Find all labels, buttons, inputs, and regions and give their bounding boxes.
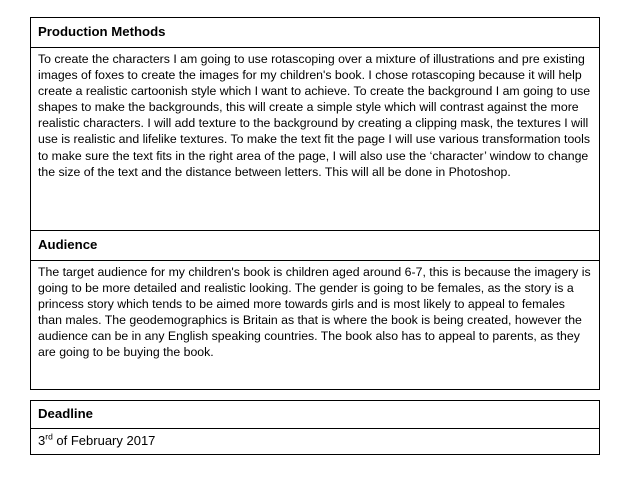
production-audience-table — [30, 17, 600, 390]
production-methods-heading: Production Methods — [31, 18, 599, 48]
deadline-day-suffix: rd — [45, 431, 53, 442]
deadline-date — [31, 429, 599, 451]
production-methods-text: To create the characters I am going to use rotascoping over a mixture of illustrations and pre existing images of foxes to create the images for my children's book. I chose rotascoping because it will help create a realistic cartoonish style which I want to achieve. To create the background I am going to use shapes to make the backgrounds, this will create a simple style which will contrast against the more realistic characters. I will add texture to the background by creating a clipping mask, the textures I will use is realistic and lifelike textures. To make the text fit the page I will use various transformation tools to make sure the text fits in the right area of the page, I will also use the ‘character’ window to change the size of the text and the distance between letters. This will all be done in Photoshop. — [31, 48, 599, 231]
audience-heading: Audience — [31, 231, 599, 261]
audience-text: The target audience for my children's book is children aged around 6-7, this is because the imagery is going to be more detailed and realistic looking. The gender is going to be females, as the story is a princess story which tends to be aimed more towards girls and is most likely to appeal to females than males. The geodemographics is Britain as that is where the book is being created, however the audience can be in any English speaking countries. The book also has to appeal to parents, as they are going to be buying the book. — [38, 265, 591, 360]
deadline-table — [30, 400, 600, 455]
deadline-heading: Deadline — [31, 401, 599, 429]
deadline-month-year: of February 2017 — [52, 433, 156, 448]
deadline-day: 3 — [38, 433, 46, 448]
